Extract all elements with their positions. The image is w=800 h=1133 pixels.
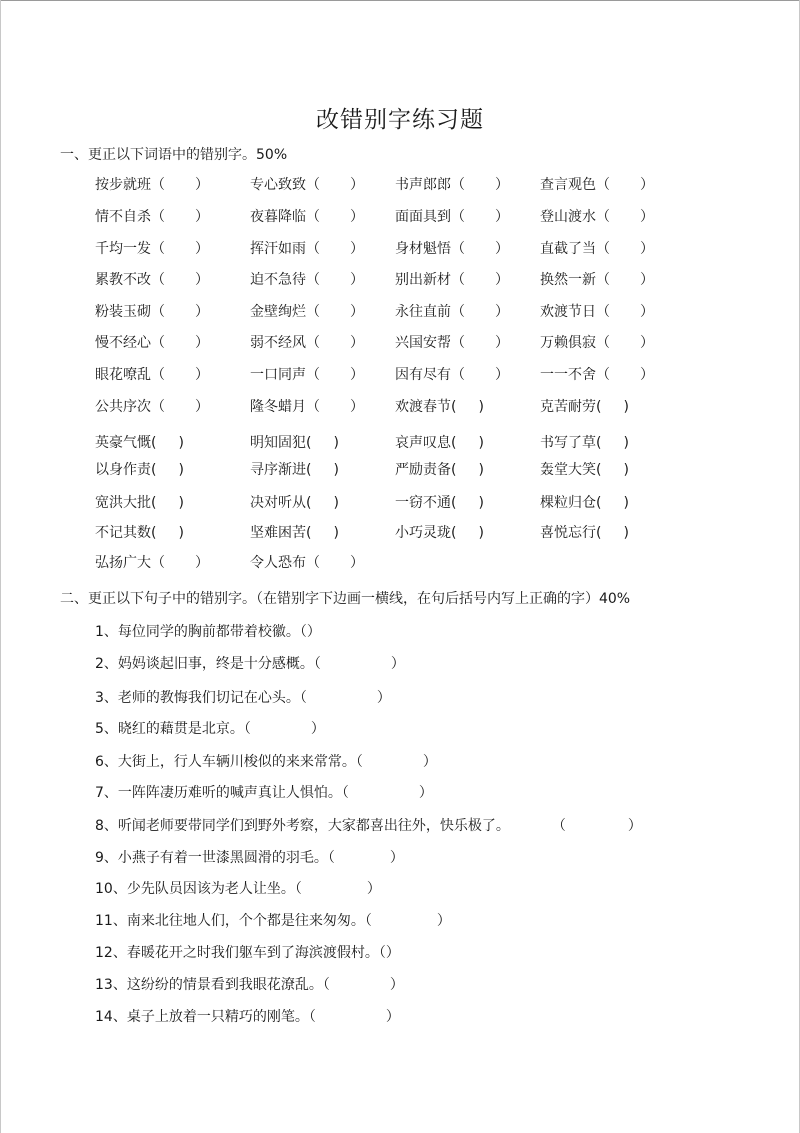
word-item <box>540 332 654 352</box>
open-paren: ( <box>451 435 457 451</box>
close-paren: ） <box>640 367 654 383</box>
sentence-item <box>95 1006 400 1026</box>
word-item <box>250 396 364 416</box>
word-text: 兴国安帮 <box>395 335 451 351</box>
open-paren: （ <box>306 555 320 571</box>
close-paren: ) <box>623 399 629 415</box>
sentence-item <box>95 718 325 738</box>
word-item <box>395 396 484 416</box>
close-paren: ) <box>478 462 484 478</box>
close-paren: ） <box>389 850 404 866</box>
open-paren: ( <box>306 525 312 541</box>
open-paren: ( <box>151 462 157 478</box>
close-paren: ） <box>418 785 433 801</box>
open-paren: （ <box>306 209 320 225</box>
word-item <box>540 269 654 289</box>
close-paren: ） <box>640 304 654 320</box>
sentence-text: 10、少先队员因该为老人让坐。（ <box>95 881 302 897</box>
word-item <box>395 364 509 384</box>
word-item <box>95 459 184 479</box>
sentence-item <box>95 910 451 930</box>
page-top-border <box>0 0 800 1</box>
close-paren: ） <box>640 335 654 351</box>
word-item <box>395 206 509 226</box>
sentence-text: 13、这纷纷的情景看到我眼花潦乱。（ <box>95 977 330 993</box>
open-paren: （ <box>596 335 610 351</box>
close-paren: ） <box>495 272 509 288</box>
close-paren: ） <box>495 241 509 257</box>
word-item <box>540 459 629 479</box>
word-item <box>95 492 184 512</box>
word-item <box>540 432 629 452</box>
open-paren: ( <box>151 495 157 511</box>
close-paren: ） <box>195 399 209 415</box>
word-text: 喜悦忘行 <box>540 525 596 541</box>
word-text: 夜暮降临 <box>250 209 306 225</box>
close-paren: ） <box>195 209 209 225</box>
word-item <box>250 459 339 479</box>
close-paren: ） <box>350 272 364 288</box>
open-paren: ( <box>451 399 457 415</box>
open-paren: ( <box>596 462 602 478</box>
close-paren: ） <box>195 555 209 571</box>
word-item <box>95 432 184 452</box>
close-paren: ） <box>640 177 654 193</box>
close-paren: ） <box>350 399 364 415</box>
word-text: 累教不改 <box>95 272 151 288</box>
open-paren: （ <box>151 555 165 571</box>
word-item <box>95 364 209 384</box>
word-item <box>540 522 629 542</box>
open-paren: （ <box>596 304 610 320</box>
close-paren: ） <box>350 555 364 571</box>
sentence-item <box>95 815 642 835</box>
open-paren: （ <box>451 367 465 383</box>
section-2-heading: 二、更正以下句子中的错别字。（在错别字下边画一横线，在句后括号内写上正确的字）40% <box>60 591 631 607</box>
open-paren: （ <box>151 177 165 193</box>
open-paren: （ <box>151 304 165 320</box>
close-paren: ) <box>478 399 484 415</box>
sentence-text: 6、大街上，行人车辆川梭似的来来常常。（ <box>95 754 363 770</box>
open-paren: （ <box>451 177 465 193</box>
close-paren: ） <box>195 367 209 383</box>
close-paren: ) <box>478 525 484 541</box>
word-item <box>395 432 484 452</box>
word-text: 书写了草 <box>540 435 596 451</box>
open-paren: ( <box>596 399 602 415</box>
open-paren: （ <box>451 241 465 257</box>
word-item <box>395 269 509 289</box>
word-item <box>540 301 654 321</box>
word-item <box>95 552 209 572</box>
close-paren: ） <box>390 656 405 672</box>
word-text: 粉装玉砌 <box>95 304 151 320</box>
open-paren: ( <box>596 525 602 541</box>
close-paren: ） <box>376 690 391 706</box>
word-item <box>250 301 364 321</box>
open-paren: （ <box>451 272 465 288</box>
word-text: 永往直前 <box>395 304 451 320</box>
close-paren: ） <box>195 241 209 257</box>
word-text: 小巧灵珑 <box>395 525 451 541</box>
word-text: 专心致致 <box>250 177 306 193</box>
close-paren: ) <box>333 495 339 511</box>
word-item <box>95 301 209 321</box>
sentence-text: 14、桌子上放着一只精巧的刚笔。（ <box>95 1009 316 1025</box>
close-paren: ) <box>178 525 184 541</box>
word-item <box>395 492 484 512</box>
open-paren: ( <box>306 495 312 511</box>
close-paren: ） <box>495 177 509 193</box>
open-paren: ( <box>596 495 602 511</box>
sentence-text: 1、每位同学的胸前都带着校徽。（ <box>95 624 307 640</box>
word-item <box>250 522 339 542</box>
open-paren: （ <box>596 367 610 383</box>
sentence-item <box>95 621 321 641</box>
word-text: 按步就班 <box>95 177 151 193</box>
sentence-item <box>95 653 405 673</box>
close-paren: ） <box>350 304 364 320</box>
page-title: 改错别字练习题 <box>316 107 484 133</box>
word-text: 克苦耐劳 <box>540 399 596 415</box>
close-paren: ) <box>623 495 629 511</box>
close-paren: ） <box>350 209 364 225</box>
word-item <box>250 238 364 258</box>
close-paren: ） <box>640 272 654 288</box>
close-paren: ) <box>623 462 629 478</box>
word-text: 情不自杀 <box>95 209 151 225</box>
close-paren: ) <box>333 462 339 478</box>
word-item <box>95 396 209 416</box>
close-paren: ） <box>306 624 321 640</box>
close-paren: ) <box>333 435 339 451</box>
sentence-item <box>95 751 437 771</box>
word-text: 眼花嘹乱 <box>95 367 151 383</box>
close-paren: ） <box>366 881 381 897</box>
close-paren: ) <box>178 435 184 451</box>
close-paren: ） <box>195 304 209 320</box>
word-text: 棵粒归仓 <box>540 495 596 511</box>
sentence-item <box>95 782 433 802</box>
word-item <box>540 206 654 226</box>
open-paren: （ <box>306 335 320 351</box>
word-item <box>250 174 364 194</box>
word-text: 欢渡春节 <box>395 399 451 415</box>
open-paren: （ <box>306 177 320 193</box>
close-paren: ） <box>389 977 404 993</box>
word-item <box>95 332 209 352</box>
open-paren: ( <box>451 495 457 511</box>
sentence-text: 5、晓红的藉贯是北京。（ <box>95 721 251 737</box>
open-paren: ( <box>451 525 457 541</box>
word-text: 因有尽有 <box>395 367 451 383</box>
close-paren: ） <box>195 272 209 288</box>
word-text: 挥汗如雨 <box>250 241 306 257</box>
close-paren: ) <box>178 495 184 511</box>
open-paren: （ <box>151 272 165 288</box>
sentence-text: 9、小燕子有着一世漆黑圆滑的羽毛。（ <box>95 850 335 866</box>
word-item <box>95 206 209 226</box>
sentence-text: 11、南来北往地人们，个个都是往来匆匆。（ <box>95 913 372 929</box>
sentence-item <box>95 687 391 707</box>
close-paren: ） <box>350 177 364 193</box>
word-item <box>395 332 509 352</box>
word-text: 查言观色 <box>540 177 596 193</box>
close-paren: ） <box>195 335 209 351</box>
word-text: 欢渡节日 <box>540 304 596 320</box>
open-paren: （ <box>551 818 566 834</box>
open-paren: ( <box>306 462 312 478</box>
open-paren: （ <box>151 367 165 383</box>
open-paren: （ <box>451 335 465 351</box>
open-paren: （ <box>306 399 320 415</box>
close-paren: ） <box>385 1009 400 1025</box>
word-text: 公共序次 <box>95 399 151 415</box>
open-paren: （ <box>596 209 610 225</box>
word-item <box>95 174 209 194</box>
word-text: 令人恐布 <box>250 555 306 571</box>
open-paren: （ <box>151 335 165 351</box>
word-item <box>95 522 184 542</box>
word-text: 严励责备 <box>395 462 451 478</box>
open-paren: （ <box>151 209 165 225</box>
open-paren: （ <box>306 241 320 257</box>
page-left-border <box>0 0 1 1133</box>
word-item <box>250 332 364 352</box>
close-paren: ） <box>195 177 209 193</box>
open-paren: （ <box>306 272 320 288</box>
word-item <box>540 174 654 194</box>
word-text: 登山渡水 <box>540 209 596 225</box>
word-text: 万赖俱寂 <box>540 335 596 351</box>
word-item <box>250 432 339 452</box>
close-paren: ) <box>333 525 339 541</box>
word-item <box>540 492 629 512</box>
open-paren: （ <box>451 209 465 225</box>
close-paren: ） <box>310 721 325 737</box>
close-paren: ） <box>350 335 364 351</box>
word-item <box>250 364 364 384</box>
word-text: 明知固犯 <box>250 435 306 451</box>
close-paren: ） <box>495 304 509 320</box>
word-text: 面面具到 <box>395 209 451 225</box>
close-paren: ） <box>627 818 642 834</box>
word-item <box>395 174 509 194</box>
word-item <box>250 552 364 572</box>
word-item <box>250 206 364 226</box>
word-text: 一一不舍 <box>540 367 596 383</box>
open-paren: ( <box>596 435 602 451</box>
sentence-item <box>95 847 404 867</box>
word-item <box>540 396 629 416</box>
open-paren: （ <box>151 241 165 257</box>
word-text: 身材魁悟 <box>395 241 451 257</box>
word-item <box>540 238 654 258</box>
sentence-item <box>95 974 404 994</box>
open-paren: （ <box>151 399 165 415</box>
word-text: 弘扬广大 <box>95 555 151 571</box>
word-item <box>395 301 509 321</box>
sentence-text: 2、妈妈谈起旧事，终是十分感概。（ <box>95 656 321 672</box>
close-paren: ） <box>495 367 509 383</box>
close-paren: ） <box>640 241 654 257</box>
word-item <box>250 492 339 512</box>
word-text: 弱不经风 <box>250 335 306 351</box>
open-paren: （ <box>306 367 320 383</box>
open-paren: （ <box>596 241 610 257</box>
open-paren: （ <box>451 304 465 320</box>
word-text: 别出新材 <box>395 272 451 288</box>
open-paren: ( <box>151 525 157 541</box>
open-paren: ( <box>151 435 157 451</box>
open-paren: （ <box>306 304 320 320</box>
close-paren: ） <box>422 754 437 770</box>
close-paren: ) <box>623 435 629 451</box>
word-item <box>395 522 484 542</box>
word-text: 直截了当 <box>540 241 596 257</box>
close-paren: ) <box>478 495 484 511</box>
close-paren: ） <box>350 367 364 383</box>
word-text: 迫不急待 <box>250 272 306 288</box>
word-item <box>250 269 364 289</box>
open-paren: （ <box>596 272 610 288</box>
word-text: 慢不经心 <box>95 335 151 351</box>
word-text: 金壁绚烂 <box>250 304 306 320</box>
word-text: 轰堂大笑 <box>540 462 596 478</box>
sentence-text: 8、听闻老师要带同学们到野外考察，大家都喜出往外，快乐极了。 <box>95 818 510 834</box>
word-item <box>95 238 209 258</box>
word-text: 千均一发 <box>95 241 151 257</box>
close-paren: ) <box>623 525 629 541</box>
sentence-text: 7、一阵阵凄历难听的喊声真让人惧怕。（ <box>95 785 349 801</box>
word-text: 英豪气慨 <box>95 435 151 451</box>
close-paren: ） <box>640 209 654 225</box>
open-paren: ( <box>451 462 457 478</box>
word-item <box>95 269 209 289</box>
word-text: 书声郎郎 <box>395 177 451 193</box>
word-text: 决对听从 <box>250 495 306 511</box>
word-text: 坚难困苦 <box>250 525 306 541</box>
close-paren: ） <box>350 241 364 257</box>
word-text: 换然一新 <box>540 272 596 288</box>
open-paren: ( <box>306 435 312 451</box>
close-paren: ） <box>495 209 509 225</box>
sentence-item <box>95 878 381 898</box>
close-paren: ） <box>495 335 509 351</box>
word-text: 以身作责 <box>95 462 151 478</box>
word-text: 不记其数 <box>95 525 151 541</box>
close-paren: ) <box>478 435 484 451</box>
word-text: 寻序渐进 <box>250 462 306 478</box>
word-text: 隆冬蜡月 <box>250 399 306 415</box>
sentence-text: 12、春暖花开之时我们躯车到了海滨渡假村。（ <box>95 945 386 961</box>
sentence-item <box>95 942 400 962</box>
word-text: 一口同声 <box>250 367 306 383</box>
word-text: 一窃不通 <box>395 495 451 511</box>
close-paren: ） <box>385 945 400 961</box>
word-text: 宽洪大批 <box>95 495 151 511</box>
sentence-text: 3、老师的教悔我们切记在心头。（ <box>95 690 307 706</box>
word-item <box>395 459 484 479</box>
close-paren: ) <box>178 462 184 478</box>
open-paren: （ <box>596 177 610 193</box>
close-paren: ） <box>436 913 451 929</box>
word-item <box>540 364 654 384</box>
word-item <box>395 238 509 258</box>
word-text: 哀声叹息 <box>395 435 451 451</box>
section-1-heading: 一、更正以下词语中的错别字。50% <box>60 147 288 163</box>
